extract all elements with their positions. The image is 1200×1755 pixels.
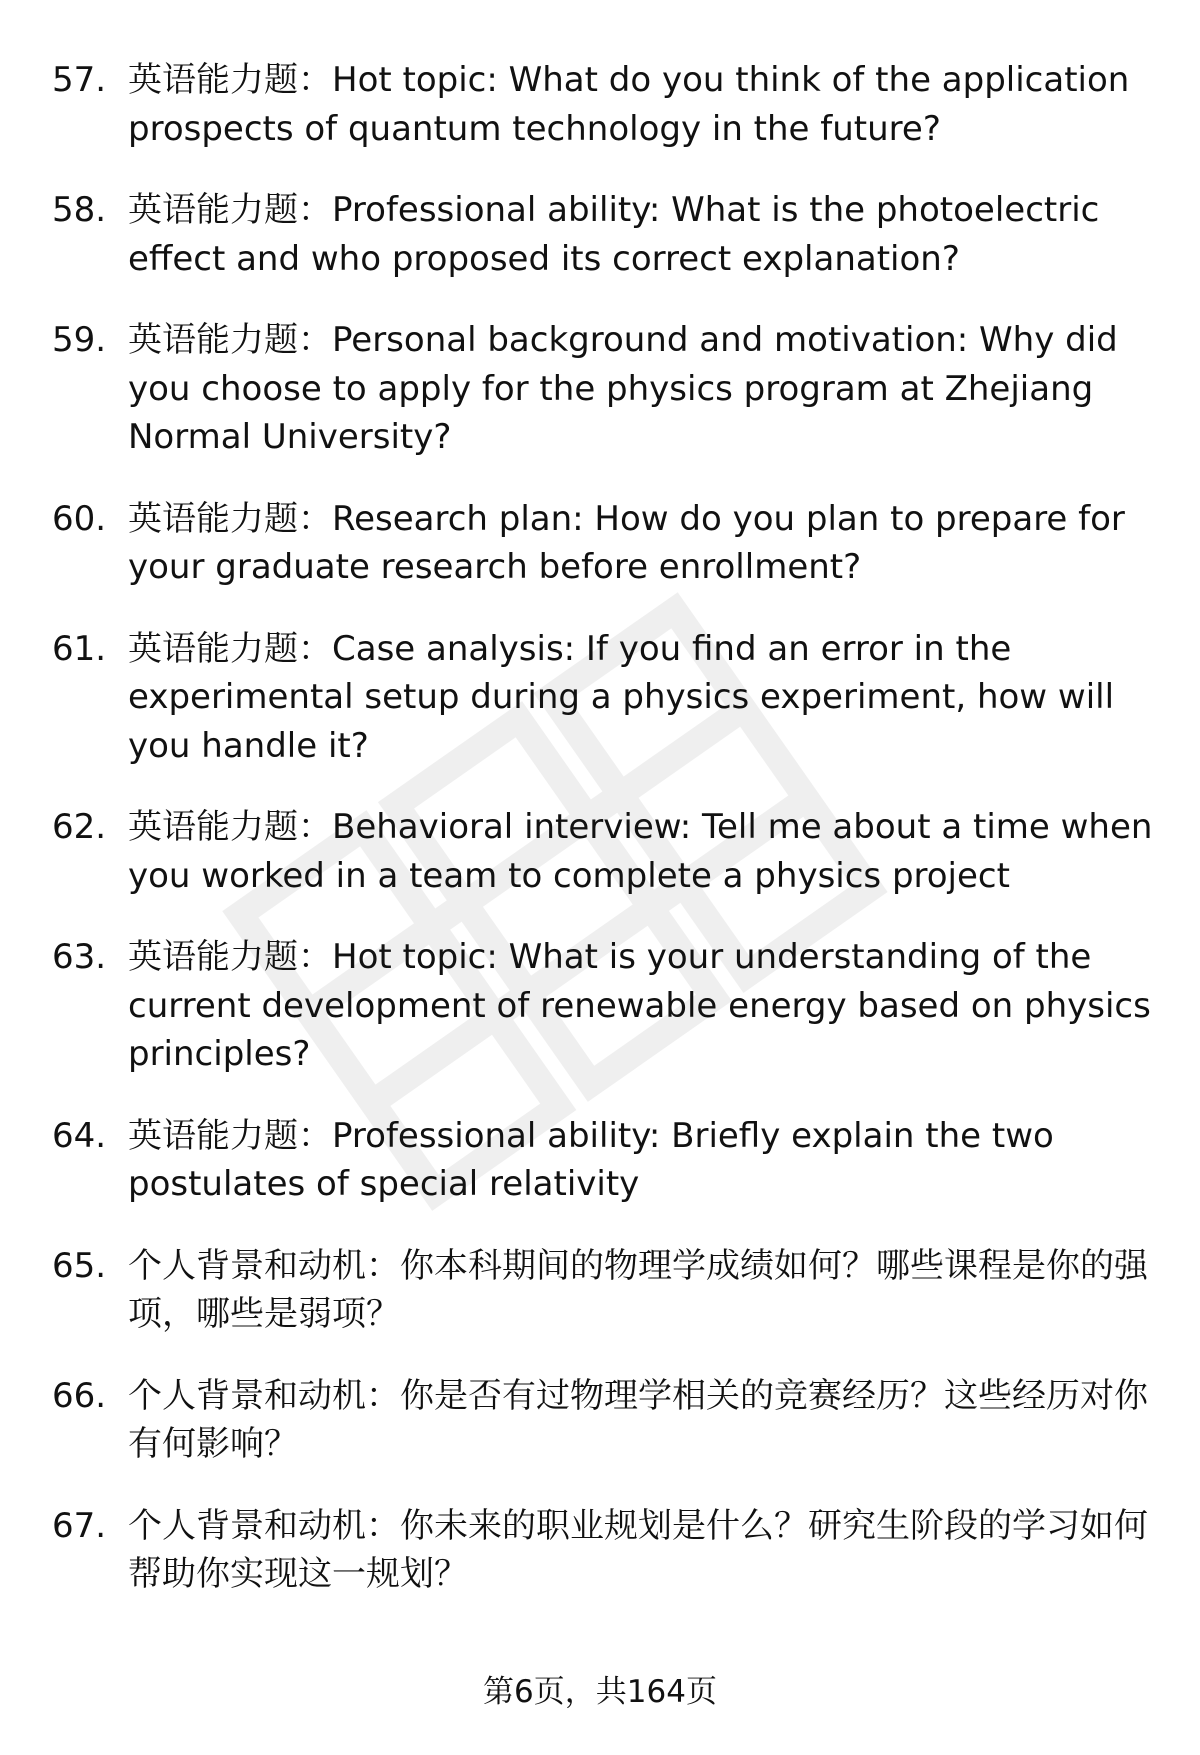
question-number: 63. <box>52 937 107 977</box>
list-item <box>52 186 1162 283</box>
question-number: 67. <box>52 1505 107 1546</box>
question-number: 65. <box>52 1245 107 1286</box>
question-number: 66. <box>52 1375 107 1416</box>
question-text: 英语能力题：Hot topic: What is your understanding of the current development of renewable energy based on physics principles? <box>128 937 1151 1074</box>
list-item <box>52 1112 1162 1209</box>
list-item <box>52 803 1162 900</box>
list-item <box>52 316 1162 462</box>
question-text: 英语能力题：Professional ability: What is the photoelectric effect and who proposed its correct explanation? <box>128 190 1100 279</box>
question-text: 英语能力题：Behavioral interview: Tell me about a time when you worked in a team to complete a physics project <box>128 807 1153 896</box>
question-text: 个人背景和动机：你是否有过物理学相关的竞赛经历？这些经历对你有何影响？ <box>128 1375 1148 1464</box>
question-number: 60. <box>52 498 107 539</box>
list-item <box>52 1502 1162 1599</box>
list-item <box>52 1242 1162 1339</box>
question-number: 61. <box>52 628 107 669</box>
question-number: 59. <box>52 320 107 360</box>
question-number: 64. <box>52 1115 107 1156</box>
list-item <box>52 495 1162 592</box>
list-item <box>52 933 1162 1079</box>
page-footer: 第6页，共164页 <box>483 1674 717 1710</box>
question-text: 英语能力题：Case analysis: If you find an error in the experimental setup during a physics experiment, how will you handle it? <box>128 628 1115 766</box>
question-text: 个人背景和动机：你本科期间的物理学成绩如何？哪些课程是你的强项，哪些是弱项？ <box>128 1245 1148 1334</box>
question-text: 英语能力题：Professional ability: Briefly explain the two postulates of special relativity <box>128 1115 1054 1204</box>
question-number: 57. <box>52 60 107 100</box>
question-text: 英语能力题：Research plan: How do you plan to prepare for your graduate research before enrollment? <box>128 498 1125 587</box>
question-text: 英语能力题：Hot topic: What do you think of the application prospects of quantum technology in the future? <box>128 60 1130 149</box>
list-item <box>52 625 1162 771</box>
list-item <box>52 1372 1162 1469</box>
question-text: 英语能力题：Personal background and motivation: Why did you choose to apply for the physics program at Zhejiang Normal University? <box>128 320 1118 457</box>
question-list <box>52 56 1162 1632</box>
list-item <box>52 56 1162 153</box>
question-number: 58. <box>52 190 107 230</box>
question-number: 62. <box>52 807 107 847</box>
question-text: 个人背景和动机：你未来的职业规划是什么？研究生阶段的学习如何帮助你实现这一规划？ <box>128 1505 1148 1594</box>
